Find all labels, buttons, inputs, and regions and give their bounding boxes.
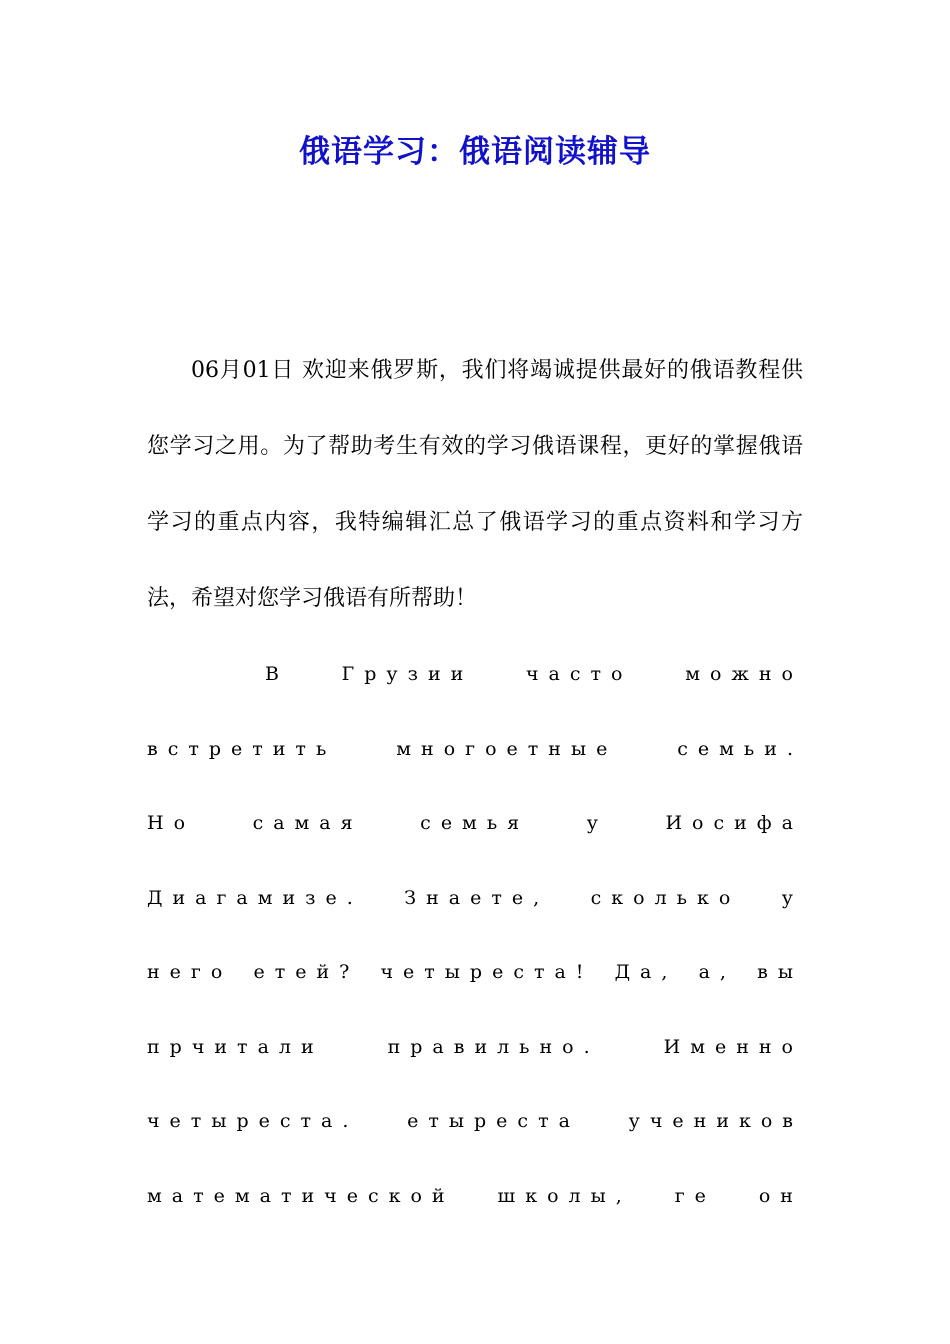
russian-word: прчитали [147, 1035, 324, 1058]
russian-word: самая [252, 812, 363, 835]
document-title: 俄语学习：俄语阅读辅导 [299, 134, 651, 170]
russian-line [147, 861, 803, 936]
russian-word: у [586, 812, 608, 835]
russian-word: четыреста! [380, 961, 594, 984]
russian-word: часто [526, 663, 633, 686]
russian-word: Именно [663, 1035, 803, 1058]
russian-word: етей? [253, 961, 360, 984]
russian-line [147, 1084, 803, 1159]
russian-word: можно [685, 663, 803, 686]
russian-word: семьи. [677, 737, 803, 760]
russian-word: Но [147, 812, 196, 835]
russian-line [147, 1010, 803, 1085]
russian-word: семья [420, 812, 530, 835]
russian-word: он [758, 1184, 803, 1207]
russian-word: сколько [590, 886, 741, 909]
russian-line [147, 712, 803, 787]
russian-word: а, [698, 961, 736, 984]
russian-word: Да, [614, 961, 678, 984]
russian-word: В [265, 663, 289, 686]
document-body [147, 333, 803, 1233]
russian-word: ге [674, 1184, 716, 1207]
russian-word: Знаете, [404, 886, 550, 909]
russian-word: школы, [497, 1184, 632, 1207]
russian-word: Иосифа [665, 812, 803, 835]
russian-line [147, 1159, 803, 1234]
russian-line [147, 637, 803, 712]
russian-word: етыреста [407, 1110, 580, 1133]
russian-word: Диагамизе. [147, 886, 363, 909]
russian-word: правильно. [387, 1035, 600, 1058]
russian-line [147, 935, 803, 1010]
russian-word: Грузии [341, 663, 474, 686]
russian-word: многоетные [396, 737, 618, 760]
russian-word: учеников [628, 1110, 803, 1133]
russian-line [147, 786, 803, 861]
russian-word: у [781, 886, 803, 909]
intro-paragraph: 06月01日 欢迎来俄罗斯，我们将竭诚提供最好的俄语教程供您学习之用。为了帮助考生有效的学习俄语课程，更好的掌握俄语学习的重点内容，我特编辑汇总了俄语学习的重点资料和学习方法，希望对您学习俄语有所帮助！ [147, 358, 803, 611]
russian-word: математической [147, 1184, 455, 1207]
russian-word: четыреста. [147, 1110, 359, 1133]
russian-word: встретить [147, 737, 337, 760]
russian-word: вы [757, 961, 803, 984]
russian-word: него [147, 961, 233, 984]
russian-paragraph [147, 637, 803, 1233]
